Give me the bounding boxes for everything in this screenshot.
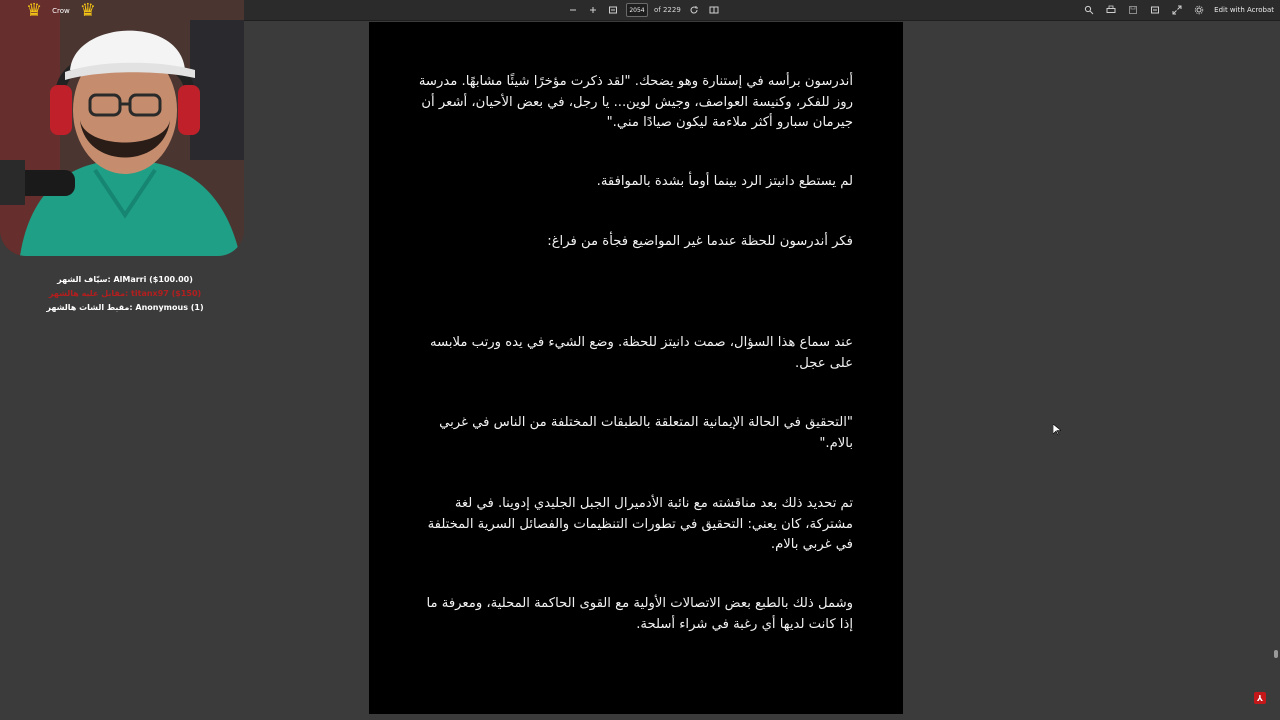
crown-icon: ♛ (79, 0, 96, 21)
search-icon[interactable] (1082, 3, 1096, 17)
donation-line: titanx97 ($150) :مقابل عليه هالشهر (48, 288, 202, 298)
overlay-badges (0, 0, 244, 22)
zoom-out-icon[interactable] (566, 3, 580, 17)
save-icon[interactable] (1126, 3, 1140, 17)
paragraph: فكر أندرسون للحظة عندما غير المواضيع فجأة من فراغ: (547, 234, 853, 249)
paragraph: أندرسون برأسه في إستنارة وهو يضحك. "لقد ذكرت مؤخرًا شيئًا مشابهًا. مدرسة روز للفكر، وكنيسة العواصف، وجيش لوين... يا رجل، في بعض الأحيان، أشعر أن جيرمان سبارو أكثر ملاءمة ليكون صيادًا مني." (418, 74, 853, 130)
webcam-overlay (0, 0, 244, 256)
paragraph: عند سماع هذا السؤال، صمت دانيتز للحظة. وضع الشيء في يده ورتب ملابسه على عجل. (430, 335, 853, 371)
crown-icon: ♛ (26, 0, 43, 21)
edit-with-acrobat-button[interactable]: Edit with Acrobat (1214, 6, 1274, 14)
print-icon[interactable] (1104, 3, 1118, 17)
badge-name: Crow (52, 7, 70, 15)
donation-line: AlMarri ($100.00) :سيّاف الشهر (57, 274, 193, 284)
document-page (369, 22, 903, 714)
page-number-input[interactable]: 2054 (626, 3, 648, 17)
toolbar-right (1082, 0, 1274, 20)
fit-page-icon[interactable] (606, 3, 620, 17)
streamer-webcam-image (0, 0, 244, 256)
rotate-icon[interactable] (687, 3, 701, 17)
acrobat-logo-icon[interactable]: ⅄ (1254, 692, 1266, 704)
zoom-in-icon[interactable] (586, 3, 600, 17)
donations-overlay (0, 258, 250, 314)
paragraph: لم يستطع دانيتز الرد بينما أومأ بشدة بالموافقة. (596, 174, 853, 189)
scrollbar-thumb[interactable] (1274, 650, 1278, 658)
paragraph: تم تحديد ذلك بعد مناقشته مع نائبة الأدميرال الجبل الجليدي إدوينا. في لغة مشتركة، كان يعني: التحقيق في تطورات التنظيمات والفصائل السرية المختلفة في غربي بالام. (427, 496, 853, 552)
share-icon[interactable] (1148, 3, 1162, 17)
paragraph: "التحقيق في الحالة الإيمانية المتعلقة بالطبقات المختلفة من الناس في غربي بالام." (439, 415, 853, 451)
paragraph: وشمل ذلك بالطبع بعض الاتصالات الأولية مع القوى الحاكمة المحلية، ومعرفة ما إذا كانت لديها أي رغبة في شراء أسلحة. (426, 596, 853, 632)
mouse-cursor-icon (1053, 424, 1061, 436)
page-view-icon[interactable] (707, 3, 721, 17)
expand-icon[interactable] (1170, 3, 1184, 17)
settings-gear-icon[interactable] (1192, 3, 1206, 17)
toolbar-center (566, 0, 721, 20)
donation-line: Anonymous (1) :مقبط الشات هالشهر (46, 302, 204, 312)
page-total: of 2229 (654, 6, 681, 14)
donation-line (0, 258, 250, 272)
